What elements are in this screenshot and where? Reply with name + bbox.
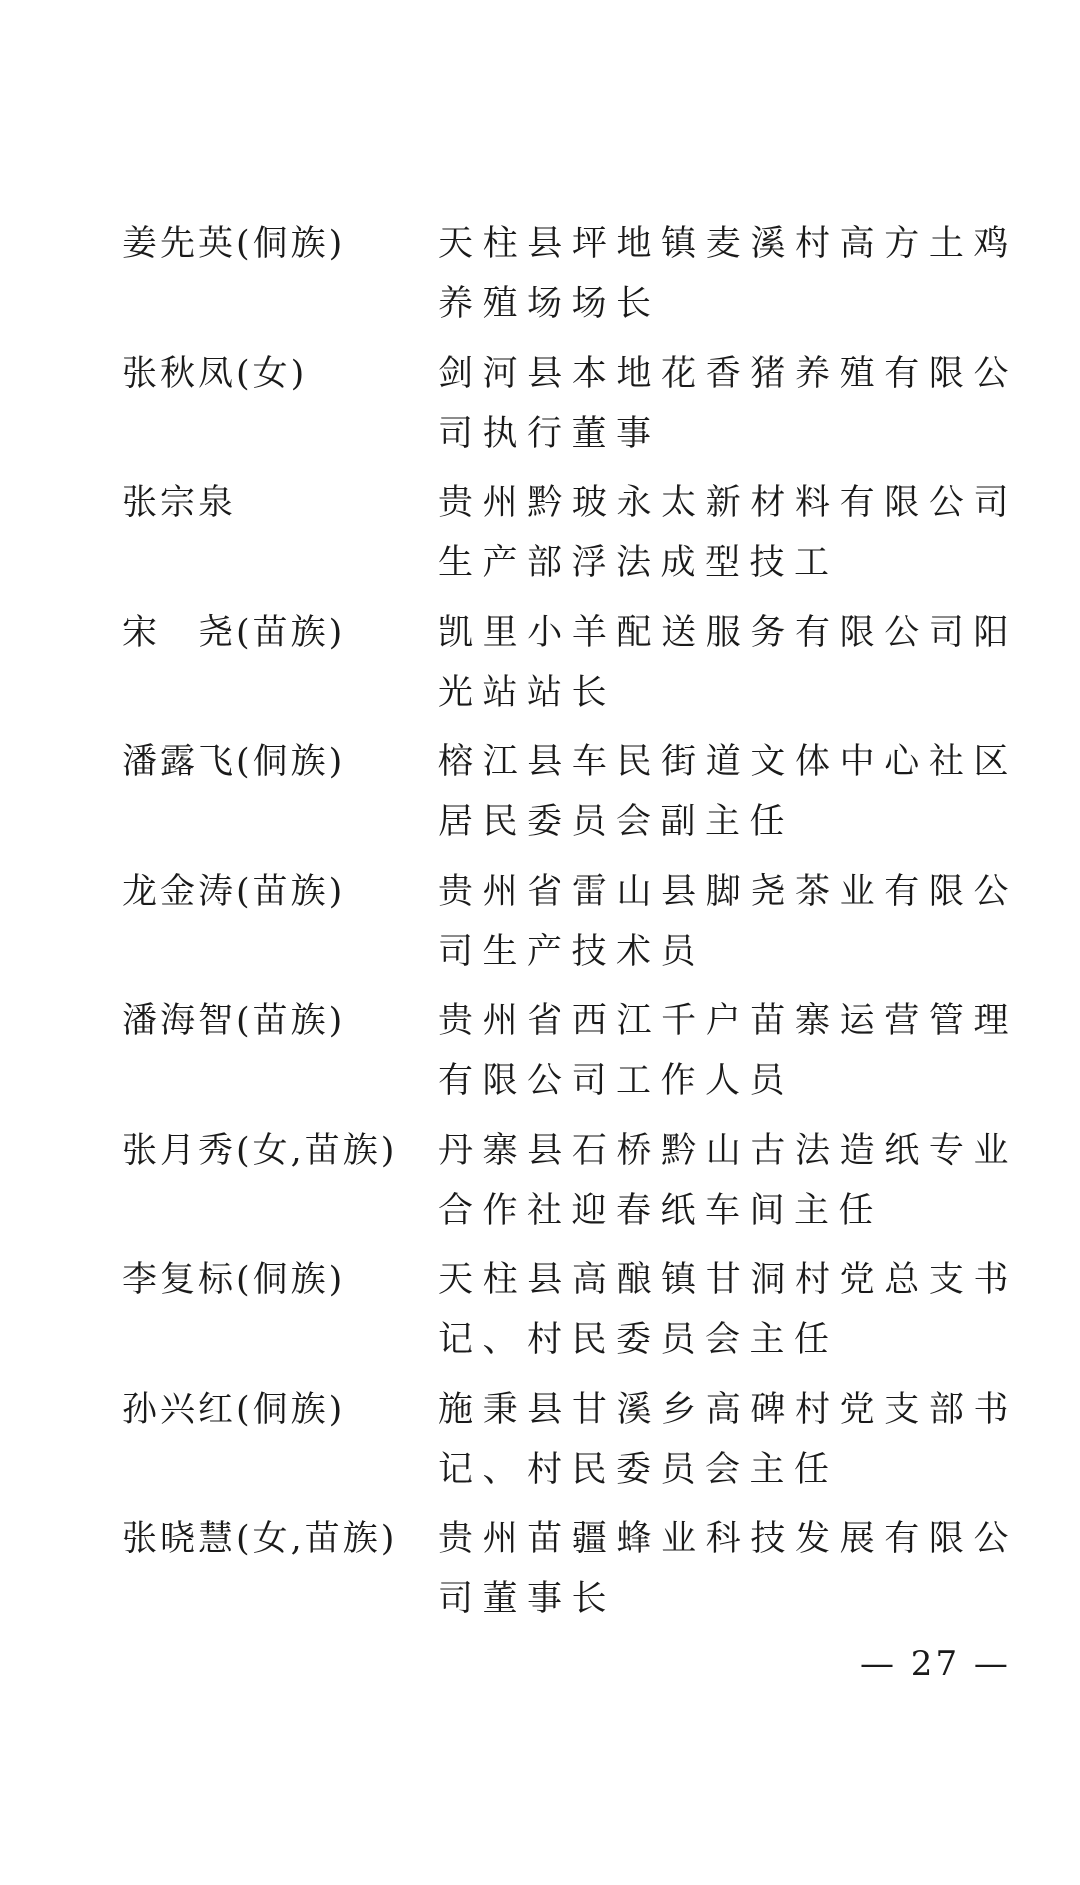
honoree-name: 潘露飞(侗族): [122, 742, 346, 782]
honoree-position: 榕江县车民街道文体中心社区居民委员会副主任: [438, 742, 1018, 842]
honoree-position: 天柱县坪地镇麦溪村高方土鸡养殖场场长: [438, 224, 1018, 324]
honoree-name: 李复标(侗族): [122, 1260, 346, 1300]
list-item: [122, 1380, 1022, 1510]
honoree-name: 张月秀(女,苗族): [122, 1130, 398, 1171]
list-item: [122, 991, 1022, 1121]
list-item: [122, 344, 1022, 474]
honoree-position: 贵州黔玻永太新材料有限公司生产部浮法成型技工: [438, 483, 1018, 583]
honoree-name: 张晓慧(女,苗族): [122, 1519, 398, 1559]
honoree-name: 张宗泉: [122, 483, 237, 523]
page-number: — 27 —: [860, 1644, 1011, 1684]
honoree-name: 姜先英(侗族): [122, 224, 346, 264]
honoree-position: 丹寨县石桥黔山古法造纸专业合作社迎春纸车间主任: [438, 1130, 1018, 1231]
honoree-position: 贵州省西江千户苗寨运营管理有限公司工作人员: [438, 1001, 1018, 1101]
honoree-name: 宋 尧(苗族): [122, 612, 346, 653]
honoree-name: 潘海智(苗族): [122, 1001, 346, 1041]
list-item: [122, 732, 1022, 862]
list-item: [122, 1250, 1022, 1380]
list-item: [122, 1121, 1022, 1251]
honoree-name: 龙金涛(苗族): [122, 871, 346, 912]
honoree-list: [122, 214, 1022, 1639]
honoree-position: 凯里小羊配送服务有限公司阳光站站长: [438, 612, 1018, 713]
honoree-position: 贵州苗疆蜂业科技发展有限公司董事长: [438, 1519, 1018, 1619]
list-item: [122, 1509, 1022, 1639]
list-item: [122, 214, 1022, 344]
honoree-name: 孙兴红(侗族): [122, 1389, 346, 1430]
honoree-position: 天柱县高酿镇甘洞村党总支书记、村民委员会主任: [438, 1260, 1018, 1360]
list-item: [122, 473, 1022, 603]
honoree-position: 剑河县本地花香猪养殖有限公司执行董事: [438, 353, 1018, 454]
honoree-name: 张秋凤(女): [122, 353, 308, 394]
list-item: [122, 603, 1022, 733]
list-item: [122, 862, 1022, 992]
honoree-position: 贵州省雷山县脚尧茶业有限公司生产技术员: [438, 871, 1018, 972]
honoree-position: 施秉县甘溪乡高碑村党支部书记、村民委员会主任: [438, 1389, 1018, 1490]
